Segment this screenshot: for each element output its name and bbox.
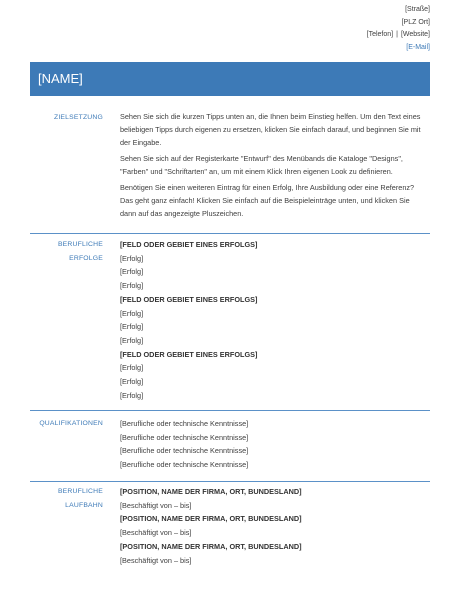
achievements-label <box>30 238 103 265</box>
contact-zip-city[interactable]: [PLZ Ort] <box>401 18 430 26</box>
job-title[interactable]: [POSITION, NAME DER FIRMA, ORT, BUNDESLAND] <box>120 487 302 496</box>
achievement-item[interactable]: [Erfolg] <box>120 377 144 387</box>
achievement-item[interactable]: [Erfolg] <box>120 322 144 332</box>
achievement-field-heading[interactable]: [FELD ODER GEBIET EINES ERFOLGS] <box>120 240 258 249</box>
name-field[interactable]: [NAME] <box>38 71 83 86</box>
achievement-field-heading[interactable]: [FELD ODER GEBIET EINES ERFOLGS] <box>120 349 258 359</box>
tip-paragraph[interactable] <box>120 110 430 149</box>
achievements-content <box>120 238 430 402</box>
achievement-item[interactable]: [Erfolg] <box>120 281 144 291</box>
career-label-line: BERUFLICHE <box>57 488 103 495</box>
qualification-item[interactable]: [Berufliche oder technische Kenntnisse] <box>120 460 249 470</box>
job-title[interactable]: [POSITION, NAME DER FIRMA, ORT, BUNDESLAND] <box>120 541 302 551</box>
career-label-line: LAUFBAHN <box>65 501 103 509</box>
tip-paragraph[interactable] <box>120 152 430 178</box>
objective-label-text: ZIELSETZUNG <box>53 114 103 121</box>
tip-line: Das geht ganz einfach! Klicken Sie einfach auf die Beispieleinträge unten, und klicken Sie <box>120 196 410 205</box>
contact-email[interactable]: [E-Mail] <box>406 43 430 51</box>
achievement-item[interactable]: [Erfolg] <box>120 363 144 373</box>
job-dates[interactable]: [Beschäftigt von – bis] <box>120 500 192 510</box>
tip-paragraph[interactable] <box>120 181 430 220</box>
achievement-item[interactable]: [Erfolg] <box>120 253 144 263</box>
section-divider <box>30 410 430 411</box>
achievements-label-line: ERFOLGE <box>69 254 103 262</box>
tip-line: Sehen Sie sich auf der Registerkarte "Entwurf" des Menübands die Kataloge "Designs", <box>120 154 403 163</box>
contact-website[interactable]: [Website] <box>400 31 430 38</box>
qualifications-content <box>120 417 430 472</box>
section-divider <box>30 481 430 482</box>
tip-line: "Farben" und "Schriftarten" an, um mit einem Klick Ihren eigenen Look zu definieren. <box>120 167 393 176</box>
qualifications-label-text: QUALIFIKATIONEN <box>39 420 103 427</box>
contact-block <box>367 4 430 54</box>
tip-line: der Eingabe. <box>120 138 162 147</box>
job-dates[interactable]: [Beschäftigt von – bis] <box>120 528 192 538</box>
objective-content <box>120 110 430 223</box>
career-label <box>30 485 103 512</box>
achievements-label-line: BERUFLICHE <box>57 241 103 248</box>
contact-separator: | <box>396 31 398 38</box>
achievement-item[interactable]: [Erfolg] <box>120 335 144 345</box>
job-title[interactable]: [POSITION, NAME DER FIRMA, ORT, BUNDESLAND] <box>120 514 302 524</box>
job-dates[interactable]: [Beschäftigt von – bis] <box>120 555 192 565</box>
qualification-item[interactable]: [Berufliche oder technische Kenntnisse] <box>120 446 249 456</box>
qualification-item[interactable]: [Berufliche oder technische Kenntnisse] <box>120 432 249 442</box>
achievement-item[interactable]: [Erfolg] <box>120 308 144 318</box>
contact-phone-website-line <box>367 29 430 42</box>
achievement-field-heading[interactable]: [FELD ODER GEBIET EINES ERFOLGS] <box>120 294 258 304</box>
tip-line: Benötigen Sie einen weiteren Eintrag für einen Erfolg, Ihre Ausbildung oder eine Referenz? <box>120 183 415 192</box>
achievement-item[interactable]: [Erfolg] <box>120 390 144 400</box>
section-divider <box>30 233 430 234</box>
career-content <box>120 485 430 567</box>
qualifications-label <box>30 417 103 431</box>
name-banner <box>30 62 430 96</box>
objective-label <box>30 111 103 124</box>
contact-phone[interactable]: [Telefon] <box>366 31 394 38</box>
qualification-item[interactable]: [Berufliche oder technische Kenntnisse] <box>120 419 249 428</box>
contact-street[interactable]: [Straße] <box>405 6 430 13</box>
tip-line: beliebigen Tipps durch eigenen zu ersetzen, klicken Sie einfach darauf, und beginnen Sie mit <box>120 125 421 134</box>
tip-line: Sehen Sie sich die kurzen Tipps unten an, die Ihnen beim Einstieg helfen. Um den Text eines <box>120 112 421 121</box>
tip-line: dann auf das angezeigte Pluszeichen. <box>120 209 244 218</box>
achievement-item[interactable]: [Erfolg] <box>120 267 144 277</box>
